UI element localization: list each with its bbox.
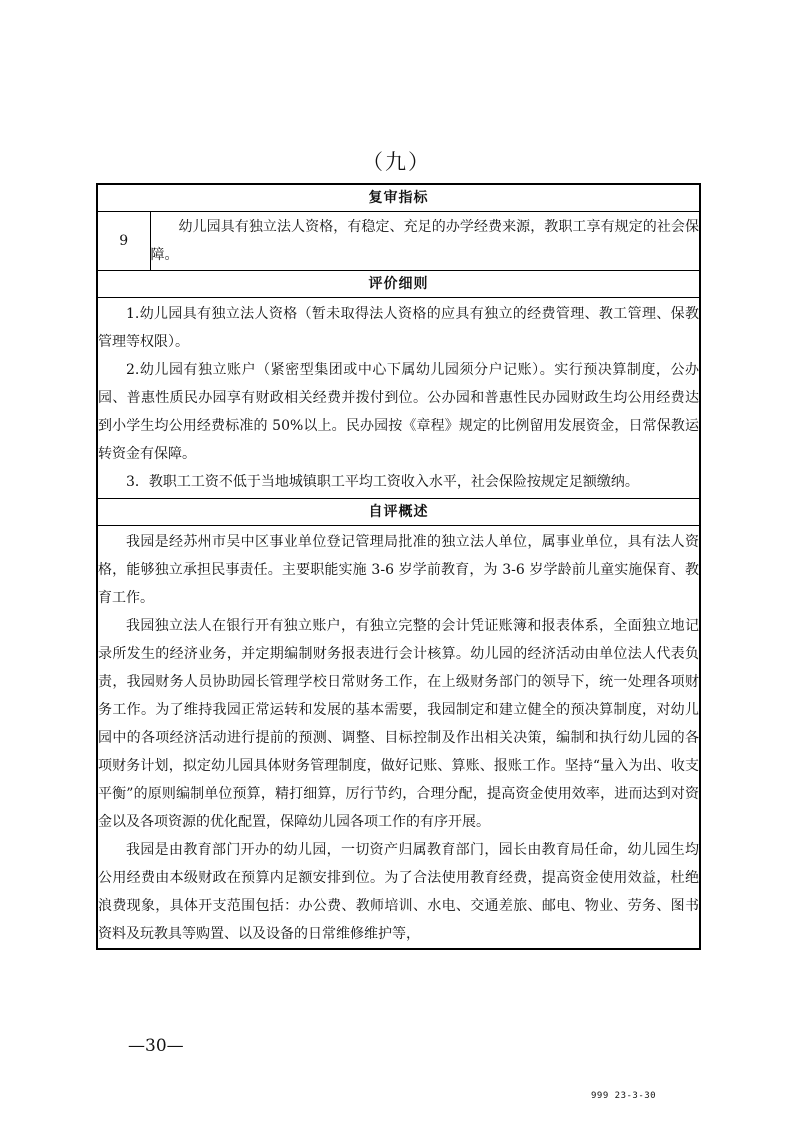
self-eval-header-row (97, 499, 700, 526)
page-title: （九） (362, 150, 431, 174)
indicator-text: 幼儿园具有独立法人资格，有稳定、充足的办学经费来源，教职工享有规定的社会保障。 (150, 219, 699, 263)
self-eval-paragraph: 我园是由教育部门开办的幼儿园，一切资产归属教育部门，园长由教育局任命，幼儿园生均公用经费由本级财政在预算内足额安排到位。为了合法使用教育经费，提高资金使用效益，杜绝浪费现象，具体开支范围包括：办公费、教师培训、水电、交通差旅、邮电、物业、劳务、图书资料及玩教具等购置、以及设备的日常维修维护等， (98, 842, 699, 942)
criteria-header: 评价细则 (97, 271, 700, 298)
review-header: 复审指标 (97, 184, 700, 212)
indicator-row (97, 212, 700, 271)
criteria-body (97, 298, 700, 499)
indicator-number: 9 (97, 212, 150, 271)
self-eval-paragraph: 我园独立法人在银行开有独立账户，有独立完整的会计凭证账簿和报表体系，全面独立地记录所发生的经济业务，并定期编制财务报表进行会计核算。幼儿园的经济活动由单位法人代表负责，我园财务人员协助园长管理学校日常财务工作，在上级财务部门的领导下，统一处理各项财务工作。为了维持我园正常运转和发展的基本需要，我园制定和建立健全的预决算制度，对幼儿园中的各项经济活动进行提前的预测、调整、目标控制及作出相关决策，编制和执行幼儿园的各项财务计划，拟定幼儿园具体财务管理制度，做好记账、算账、报账工作。坚持“量入为出、收支平衡”的原则编制单位预算，精打细算，厉行节约，合理分配，提高资金使用效率，进而达到对资金以及各项资源的优化配置，保障幼儿园各项工作的有序开展。 (98, 618, 699, 830)
review-header-row (97, 184, 700, 212)
criteria-item: 3．教职工工资不低于当地城镇职工平均工资收入水平，社会保险按规定足额缴纳。 (126, 474, 639, 490)
criteria-header-row (97, 271, 700, 298)
self-eval-row (97, 526, 700, 950)
criteria-row (97, 298, 700, 499)
self-eval-paragraph: 我园是经苏州市吴中区事业单位登记管理局批准的独立法人单位，属事业单位，具有法人资格，能够独立承担民事责任。主要职能实施 3-6 岁学前教育，为 3-6 岁学龄前儿童实施保育、教育工作。 (98, 534, 699, 606)
criteria-item: 1.幼儿园具有独立法人资格（暂未取得法人资格的应具有独立的经费管理、教工管理、保教管理等权限）。 (98, 306, 699, 350)
self-eval-body (97, 526, 700, 950)
criteria-item: 2.幼儿园有独立账户（紧密型集团或中心下属幼儿园须分户记账）。实行预决算制度，公办园、普惠性质民办园享有财政相关经费并拨付到位。公办园和普惠性民办园财政生均公用经费达到小学生均公用经费标准的 50%以上。民办园按《章程》规定的比例留用发展资金，日常保教运转资金有保障。 (98, 362, 699, 462)
page-number: —30— (128, 1036, 184, 1056)
print-stamp: 999 23-3-30 (591, 1091, 657, 1101)
evaluation-table (96, 183, 701, 950)
self-eval-header: 自评概述 (97, 499, 700, 526)
